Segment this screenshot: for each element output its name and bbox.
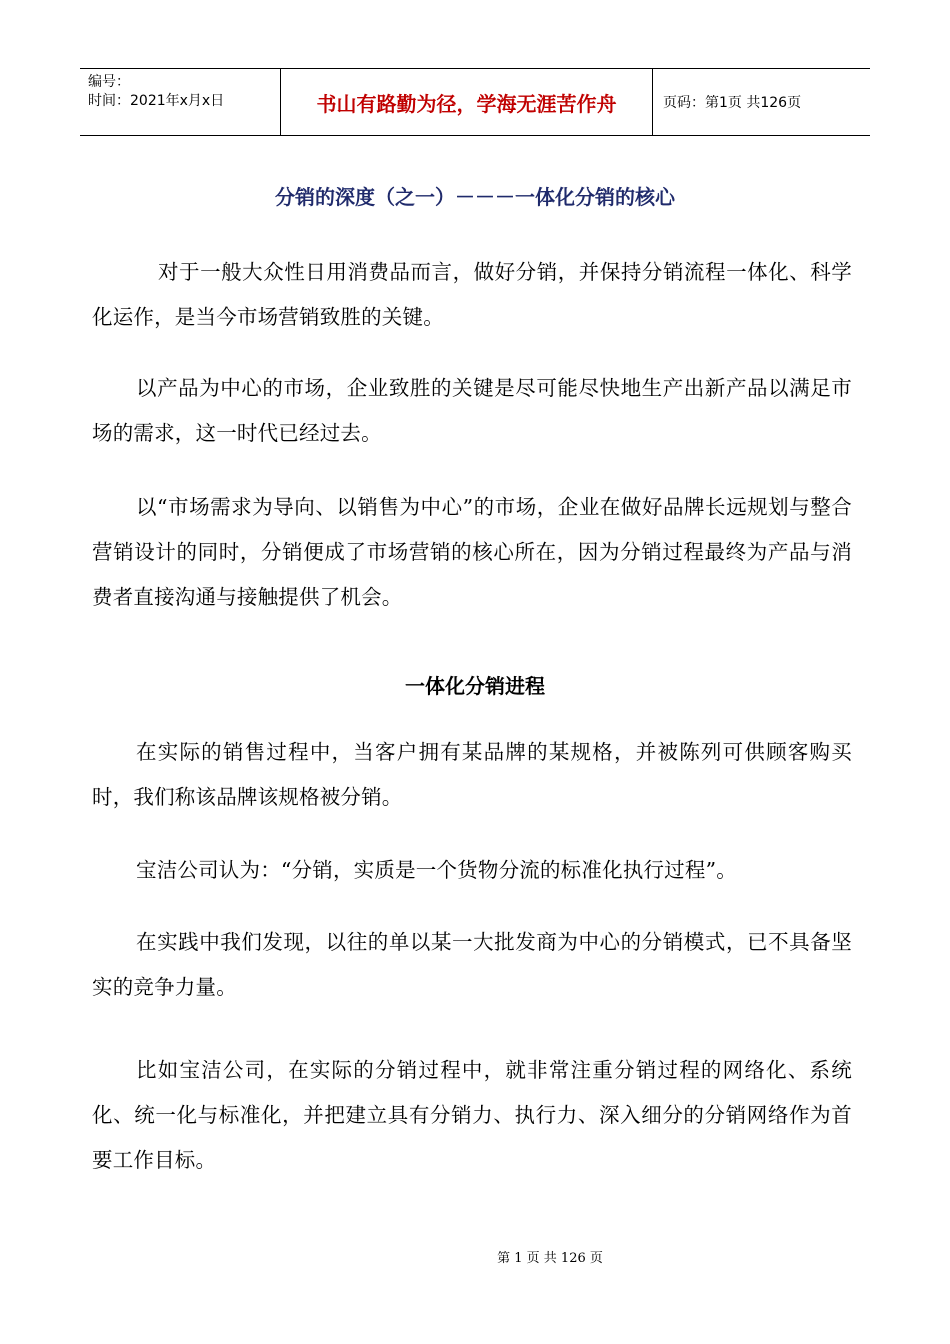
number-label: 编号： <box>88 74 130 90</box>
document-title: 分销的深度（之一）－－－一体化分销的核心 <box>275 185 675 209</box>
paragraph: 以产品为中心的市场，企业致胜的关键是尽可能尽快地生产出新产品以满足市场的需求，这一时代已经过去。 <box>92 376 852 445</box>
header-motto: 书山有路勤为径，学海无涯苦作舟 <box>280 69 653 135</box>
time-label: 时间：2021年x月x日 <box>88 93 225 109</box>
section-title: 一体化分销进程 <box>405 674 545 698</box>
paragraph: 比如宝洁公司，在实际的分销过程中，就非常注重分销过程的网络化、系统化、统一化与标准化，并把建立具有分销力、执行力、深入细分的分销网络作为首要工作目标。 <box>92 1058 852 1172</box>
paragraph: 宝洁公司认为：“分销，实质是一个货物分流的标准化执行过程”。 <box>136 858 737 882</box>
paragraph: 在实际的销售过程中，当客户拥有某品牌的某规格，并被陈列可供顾客购买时，我们称该品牌该规格被分销。 <box>92 740 852 809</box>
header-meta <box>80 69 280 135</box>
paragraph: 以“市场需求为导向、以销售为中心”的市场，企业在做好品牌长远规划与整合营销设计的同时，分销便成了市场营销的核心所在，因为分销过程最终为产品与消费者直接沟通与接触提供了机会。 <box>92 495 852 609</box>
page-footer: 第 1 页 共 126 页 <box>497 1251 603 1266</box>
paragraph: 在实践中我们发现，以往的单以某一大批发商为中心的分销模式，已不具备坚实的竞争力量。 <box>92 930 852 999</box>
paragraph: 对于一般大众性日用消费品而言，做好分销，并保持分销流程一体化、科学化运作，是当今市场营销致胜的关键。 <box>92 260 852 329</box>
header-page-info: 页码：第1页 共126页 <box>663 95 802 111</box>
document-header <box>80 68 870 136</box>
